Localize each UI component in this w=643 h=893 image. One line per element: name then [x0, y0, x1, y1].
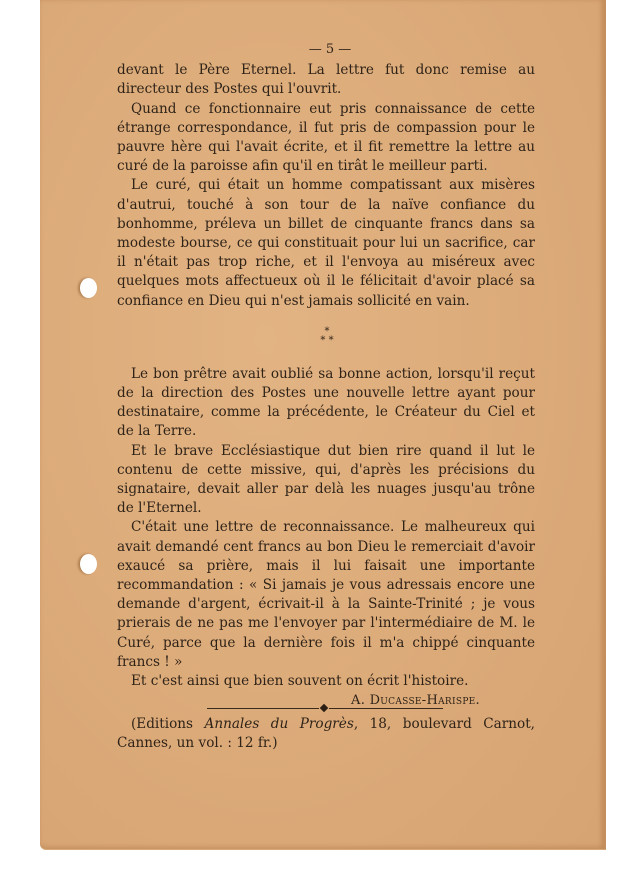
ornament-diamond: [320, 704, 328, 712]
citation-prefix: (Editions: [131, 715, 205, 732]
punch-hole: [80, 554, 97, 574]
asterism-bottom: * *: [320, 334, 334, 346]
paragraph: Le curé, qui était un homme compatissant aux misères d'autrui, touché à son tour de la naïve confiance du bonhomme, préleva un billet de cinquante francs dans sa modeste bourse, ce qui constituait pour lui un sacrifice, car il n'était pas trop riche, et il l'envoya au miséreux avec quelques mots affectueux où il le félicitait d'avoir placé sa confiance en Dieu qui n'est jamais sollicité en vain.: [117, 177, 535, 309]
page-number: — 5 —: [308, 42, 352, 57]
asterism-top: *: [324, 325, 330, 337]
citation-suffix: , 18, boulevard Carnot, Cannes, un vol. : 12 fr.): [117, 715, 535, 751]
citation-title: Annales du Progrès: [204, 715, 354, 732]
ornament-line-right: [329, 708, 443, 709]
paragraph: Et le brave Ecclésiastique dut bien rire quand il lut le contenu de cette missive, qui, d'après les précisions du signataire, devait aller par delà les nuages jusqu'au trône de l'Eternel.: [117, 442, 535, 517]
section-break-asterism: [117, 327, 535, 345]
document-body: [117, 40, 535, 753]
end-ornament: [207, 704, 443, 714]
ornament-line-left: [207, 708, 319, 709]
paragraph: Le bon prêtre avait oublié sa bonne action, lorsqu'il reçut de la direction des Postes une nouvelle lettre ayant pour destinataire, comme la précédente, le Créateur du Ciel et de la Terre.: [117, 365, 535, 440]
author-signature: A. Ducasse-Harispe.: [351, 693, 480, 709]
citation: [117, 715, 535, 753]
paragraph: Et c'est ainsi que bien souvent on écrit l'histoire.: [131, 673, 469, 690]
paragraph: Quand ce fonctionnaire eut pris connaissance de cette étrange correspondance, il fut pris de compassion pour le pauvre hère qui l'avait écrite, et il fit remettre la lettre au curé de la paroisse afin qu'il en tirât le meilleur parti.: [117, 100, 535, 175]
paragraph: C'était une lettre de reconnaissance. Le malheureux qui avait demandé cent francs au bon Dieu le remerciait d'avoir exaucé sa prière, mais il lui faisait une importante recommandation : « Si jamais je vous adressais encore une demande d'argent, écrivait-il à la Sainte-Trinité ; je vous prierais de ne pas me l'envoyer par l'intermédiaire de M. le Curé, parce que la dernière fois il m'a chippé cinquante francs ! »: [117, 519, 535, 670]
paragraph: devant le Père Eternel. La lettre fut donc remise au directeur des Postes qui l'ouvrit.: [117, 62, 535, 98]
punch-hole: [80, 278, 97, 298]
